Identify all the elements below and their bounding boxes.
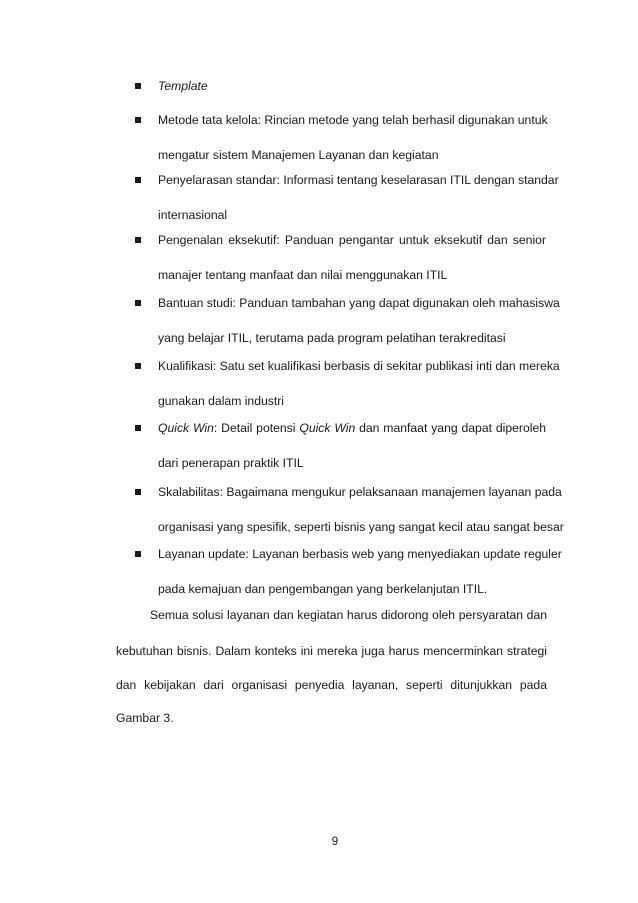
bullet-text-line: [158, 330, 546, 346]
text-run: Penyelarasan standar: Informasi tentang keselarasan ITIL dengan standar: [158, 173, 559, 187]
text-run: Kualifikasi: Satu set kualifikasi berbasis di sekitar publikasi inti dan mereka: [158, 359, 560, 373]
bullet-marker: [135, 177, 141, 183]
bullet-text-line: [158, 207, 546, 223]
text-run: dan manfaat yang dapat diperoleh: [355, 421, 547, 435]
text-run: Quick Win: [158, 421, 214, 435]
bullet-text-line: [158, 420, 546, 436]
bullet-marker: [135, 237, 141, 243]
text-run: internasional: [158, 208, 228, 222]
bullet-marker: [135, 300, 141, 306]
text-run: Quick Win: [299, 421, 356, 435]
paragraph-line: kebutuhan bisnis. Dalam konteks ini mereka juga harus mencerminkan strategi: [116, 644, 547, 658]
text-run: Pengenalan eksekutif: Panduan pengantar untuk eksekutif dan senior: [158, 233, 546, 247]
text-run: Layanan update: Layanan berbasis web yang menyediakan update reguler: [158, 547, 562, 561]
text-run: dari penerapan praktik ITIL: [158, 456, 304, 470]
text-run: organisasi yang spesifik, seperti bisnis yang sangat kecil atau sangat besar: [158, 520, 564, 534]
bullet-marker: [135, 489, 141, 495]
text-run: yang belajar ITIL, terutama pada program pelatihan terakreditasi: [158, 331, 506, 345]
bullet-text-line: [158, 484, 562, 500]
bullet-text-line: [158, 581, 546, 597]
bullet-text-line: [158, 546, 562, 562]
text-run: Skalabilitas: Bagaimana mengukur pelaksanaan manajemen layanan pada: [158, 485, 562, 499]
bullet-text-line: [158, 393, 546, 409]
text-run: : Detail potensi: [213, 421, 300, 435]
bullet-marker: [135, 117, 141, 123]
bullet-text-line: [158, 112, 546, 128]
text-run: manajer tentang manfaat dan nilai menggunakan ITIL: [158, 268, 448, 282]
bullet-text-line: [158, 295, 560, 311]
paragraph-line: Semua solusi layanan dan kegiatan harus didorong oleh persyaratan dan: [150, 608, 547, 622]
page-number: 9: [331, 836, 339, 848]
bullet-marker: [135, 83, 141, 89]
bullet-marker: [135, 551, 141, 557]
bullet-marker: [135, 363, 141, 369]
bullet-text-line: [158, 172, 559, 188]
paragraph-line: Gambar 3.: [116, 711, 174, 725]
bullet-text-line: [158, 267, 546, 283]
bullet-text-line: [158, 147, 546, 163]
bullet-text-line: [158, 232, 546, 248]
bullet-text-line: [158, 519, 564, 535]
paragraph-line: dan kebijakan dari organisasi penyedia layanan, seperti ditunjukkan pada: [116, 678, 547, 692]
text-run: gunakan dalam industri: [158, 394, 285, 408]
text-run: Metode tata kelola: Rincian metode yang telah berhasil digunakan untuk: [158, 113, 548, 127]
bullet-text-line: [158, 358, 560, 374]
text-run: Template: [158, 79, 208, 93]
text-run: Bantuan studi: Panduan tambahan yang dapat digunakan oleh mahasiswa: [158, 296, 560, 310]
bullet-text-line: [158, 455, 546, 471]
bullet-marker: [135, 425, 141, 431]
text-run: pada kemajuan dan pengembangan yang berkelanjutan ITIL.: [158, 582, 488, 596]
bullet-text-line: [158, 78, 546, 94]
text-run: mengatur sistem Manajemen Layanan dan kegiatan: [158, 148, 439, 162]
